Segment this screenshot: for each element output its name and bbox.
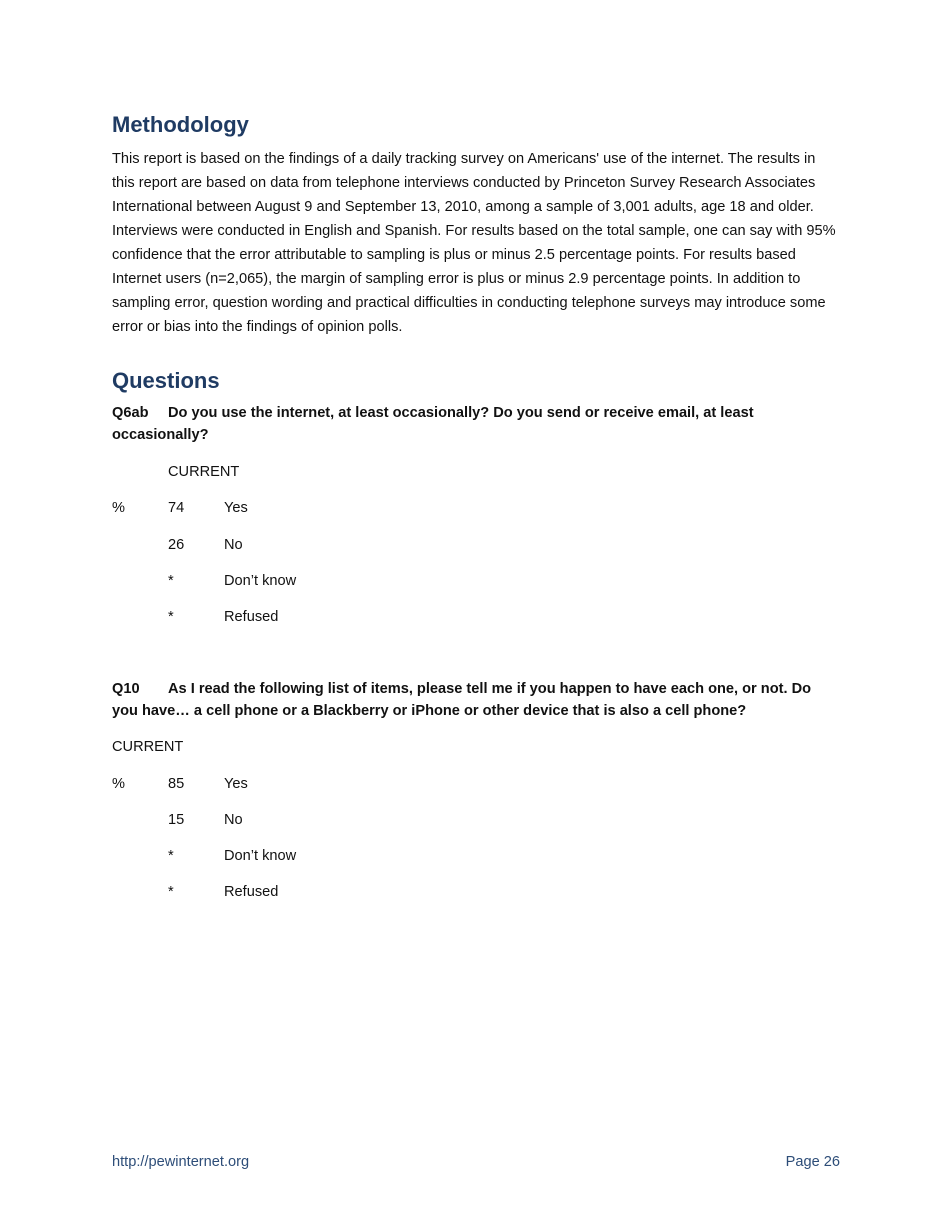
footer-page-number: Page 26 xyxy=(785,1154,840,1170)
percent-symbol: % xyxy=(112,776,125,792)
response-row xyxy=(112,773,512,795)
response-label: Yes xyxy=(224,500,248,516)
response-label: No xyxy=(224,537,243,553)
methodology-heading: Methodology xyxy=(112,112,249,137)
percent-symbol: % xyxy=(112,500,125,516)
response-label: Refused xyxy=(224,609,279,625)
response-label: Don’t know xyxy=(224,848,297,864)
questions-heading: Questions xyxy=(112,368,220,393)
response-value: 74 xyxy=(168,500,185,516)
response-value: 26 xyxy=(168,537,185,553)
column-header: CURRENT xyxy=(112,739,184,755)
footer-url-link[interactable]: http://pewinternet.org xyxy=(112,1154,250,1170)
response-label: Don’t know xyxy=(224,573,297,589)
question-text: Do you use the internet, at least occasionally? Do you send or receive email, at least occasionally? xyxy=(112,405,754,443)
response-row xyxy=(112,606,512,628)
question-q6ab xyxy=(112,403,840,446)
column-header-row xyxy=(112,461,512,483)
response-row xyxy=(112,534,512,556)
response-label: No xyxy=(224,812,243,828)
methodology-paragraph: This report is based on the findings of a daily tracking survey on Americans' use of the internet. The results in this report are based on data from telephone interviews conducted by Princeton Survey Research Associates International between August 9 and September 13, 2010, among a sample of 3,001 adults, age 18 and older. Interviews were conducted in English and Spanish. For results based on the total sample, one can say with 95% confidence that the error attributable to sampling is plus or minus 2.5 percentage points. For results based Internet users (n=2,065), the margin of sampling error is plus or minus 2.9 percentage points. In addition to sampling error, question wording and practical difficulties in conducting telephone surveys may introduce some error or bias into the findings of opinion polls. xyxy=(112,151,836,335)
response-label: Refused xyxy=(224,884,279,900)
document-page xyxy=(112,0,840,1230)
column-header-row xyxy=(112,736,512,758)
response-row xyxy=(112,497,512,519)
response-label: Yes xyxy=(224,776,248,792)
response-value: * xyxy=(168,609,174,625)
question-text: As I read the following list of items, please tell me if you happen to have each one, or not. Do you have… a cell phone or a Blackberry or iPhone or other device that is also a cell phone? xyxy=(112,681,812,719)
response-row xyxy=(112,570,512,592)
response-row xyxy=(112,845,512,867)
question-id: Q6ab xyxy=(112,405,149,421)
column-header: CURRENT xyxy=(168,464,240,480)
response-row xyxy=(112,809,512,831)
response-value: 85 xyxy=(168,776,185,792)
response-row xyxy=(112,881,512,903)
question-id: Q10 xyxy=(112,681,140,697)
response-value: * xyxy=(168,884,174,900)
response-value: * xyxy=(168,848,174,864)
response-value: * xyxy=(168,573,174,589)
response-value: 15 xyxy=(168,812,185,828)
question-q10 xyxy=(112,679,840,722)
